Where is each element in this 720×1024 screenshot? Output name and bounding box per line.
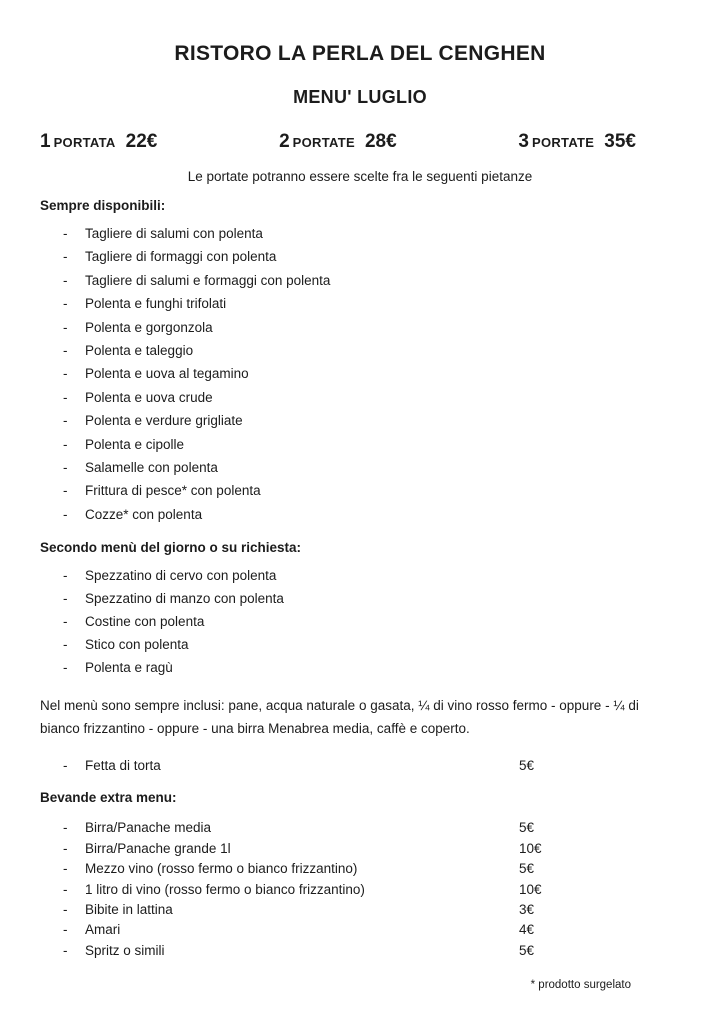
beverage-label: Bibite in lattina: [85, 901, 173, 917]
beverage-price: 5€: [519, 942, 535, 958]
price-option-price: 28€: [364, 131, 397, 152]
price-option-label: PORTATA: [53, 135, 116, 150]
beverage-row: [40, 941, 680, 961]
beverages-list: [40, 818, 680, 961]
beverage-label: Amari: [85, 922, 121, 938]
section-heading-always-available: Sempre disponibili:: [40, 198, 166, 213]
menu-item: - Polenta e gorgonzola: [40, 316, 680, 339]
pricing-row: [40, 131, 636, 153]
menu-item: - Tagliere di formaggi con polenta: [40, 245, 680, 268]
menu-item: - Polenta e taleggio: [40, 339, 680, 362]
restaurant-title: RISTORO LA PERLA DEL CENGHEN: [174, 42, 546, 65]
beverage-price: 10€: [519, 881, 542, 897]
menu-subtitle: MENU' LUGLIO: [293, 87, 427, 107]
second-menu-list: [40, 564, 680, 679]
menu-item: - Frittura di pesce* con polenta: [40, 479, 680, 502]
section-heading-beverages: Bevande extra menu:: [40, 790, 177, 806]
beverage-row: [40, 920, 680, 940]
beverage-price: 4€: [519, 922, 535, 938]
price-option-price: 35€: [604, 131, 636, 152]
beverage-price: 10€: [519, 840, 542, 856]
beverage-label: Birra/Panache grande 1l: [85, 840, 231, 856]
menu-item: - Costine con polenta: [40, 610, 680, 633]
beverage-row: [40, 900, 680, 920]
dessert-price: 5€: [519, 758, 535, 774]
menu-item: - Spezzatino di manzo con polenta: [40, 587, 680, 610]
menu-item: - Polenta e verdure grigliate: [40, 409, 680, 432]
beverage-label: Spritz o simili: [85, 942, 165, 958]
beverage-label: 1 litro di vino (rosso fermo o bianco frizzantino): [85, 881, 365, 897]
menu-item: - Tagliere di salumi e formaggi con polenta: [40, 269, 680, 292]
menu-item: - Polenta e funghi trifolati: [40, 292, 680, 315]
menu-item: - Stico con polenta: [40, 633, 680, 656]
price-option-label: PORTATE: [531, 135, 595, 150]
beverage-price: 3€: [519, 901, 535, 917]
beverage-row: [40, 818, 680, 838]
beverage-label: Birra/Panache media: [85, 820, 212, 836]
price-option-1: [40, 131, 157, 153]
price-option-3: [518, 131, 636, 153]
price-option-2: [279, 131, 397, 153]
menu-item: - Polenta e ragù: [40, 656, 680, 679]
always-available-list: [40, 222, 680, 526]
price-option-count: 2: [279, 131, 290, 152]
menu-item: - Spezzatino di cervo con polenta: [40, 564, 680, 587]
portions-note: Le portate potranno essere scelte fra le seguenti pietanze: [187, 169, 533, 184]
section-heading-second-menu: Secondo menù del giorno o su richiesta:: [40, 540, 302, 556]
menu-item: - Polenta e uova al tegamino: [40, 362, 680, 385]
beverage-row: [40, 839, 680, 859]
beverage-label: Mezzo vino (rosso fermo o bianco frizzantino): [85, 861, 358, 877]
included-note: Nel menù sono sempre inclusi: pane, acqua naturale o gasata, ¼ di vino rosso fermo - oppure - ¼ di bianco frizzantino - oppure - una birra Menabrea media, caffè e coperto.: [40, 698, 639, 737]
beverage-row: [40, 859, 680, 879]
dessert-label: Fetta di torta: [85, 758, 161, 774]
menu-item: - Polenta e uova crude: [40, 386, 680, 409]
price-option-count: 3: [518, 131, 529, 152]
menu-item: - Tagliere di salumi con polenta: [40, 222, 680, 245]
beverage-price: 5€: [519, 861, 535, 877]
menu-item: - Salamelle con polenta: [40, 456, 680, 479]
menu-item: - Polenta e cipolle: [40, 433, 680, 456]
beverage-price: 5€: [519, 820, 535, 836]
menu-item: - Cozze* con polenta: [40, 503, 680, 526]
price-option-label: PORTATE: [292, 135, 355, 150]
price-option-count: 1: [40, 131, 51, 152]
dessert-row: [40, 756, 680, 776]
frozen-product-footnote: * prodotto surgelato: [530, 979, 631, 991]
price-option-price: 22€: [125, 131, 158, 152]
beverage-row: [40, 880, 680, 900]
